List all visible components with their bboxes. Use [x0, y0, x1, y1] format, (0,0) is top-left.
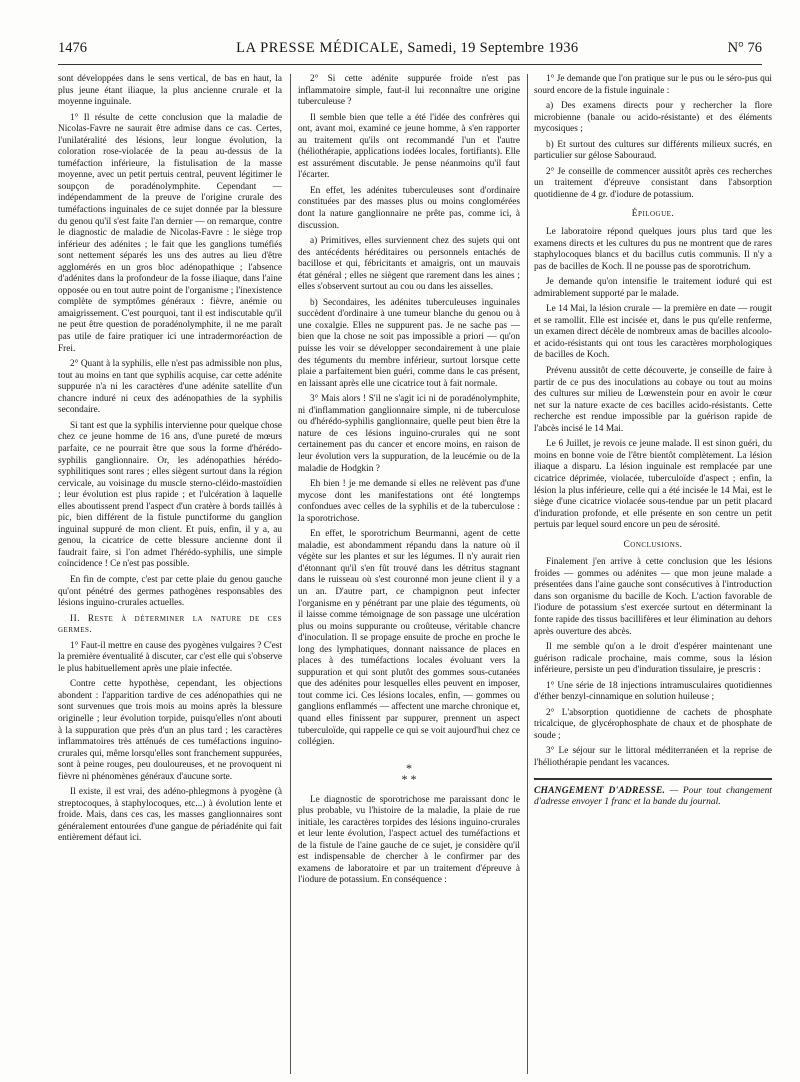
paragraph: Le 6 Juillet, je revois ce jeune malade. Il est sinon guéri, du moins en bonne voie de l'être bientôt complètement. La lésion iliaque a disparu. La lésion inguinale est remplacée par une cicatrice déprimée, violacée, tuberculoïde d'aspect ; enfin, la lésion la plus inférieure, celle qui a été incisée le 14 Mai, est le siège d'une cicatrice violacée sous-tendue par un petit placard d'induration profonde, et elle présente en son centre un petit pertuis par lequel sourd encore un peu de sérosité.	[534, 439, 772, 531]
asterism-separator: * * *	[401, 760, 417, 786]
paragraph: Finalement j'en arrive à cette conclusion que les lésions froides — gommes ou adénites — que mon jeune malade a présentées dans l'aine gauche sont consécutives à l'introduction dans son organisme du bacille de Koch. L'action favorable de l'iodure de potassium s'est exercée surtout en déterminant la fonte rapide des tissus bacillifères et leur élimination au dehors après ouverture des abcès.	[534, 557, 772, 637]
journal-name: LA PRESSE MÉDICALE,	[236, 40, 404, 56]
paragraph: Il existe, il est vrai, des adéno-phlegmons à pyogène (à streptocoques, à staphylocoques, etc...) à évolution lente et froide. Mais, dans ces cas, les masses ganglionnaires sont généralement entourées d'une gangue de périadénite qui fait entièrement défaut ici.	[58, 787, 282, 844]
paragraph: 1° Je demande que l'on pratique sur le pus ou le séro-pus qui sourd encore de la fistule inguinale :	[534, 74, 772, 96]
paragraph: 1° Il résulte de cette conclusion que la maladie de Nicolas-Favre ne saurait être admise dans ce cas. Certes, l'unilatéralité des lésions, leur longue évolution, la coloration rose-violacée de la peau au-dessus de la tuméfaction inférieure, la fistulisation de la masse moyenne, avec un petit pertuis central, peuvent légitimer le soupçon de poradénolymphite. Cependant — indépendamment de la preuve de l'origine crurale des tuméfactions inguinales de ce sujet donnée par la blessure du genou qu'il s'est faite l'an dernier — on remarque, contre le diagnostic de maladie de Nicolas-Favre : le siège trop inférieur des adénites ; le fait que les ganglions tuméfiés sont nettement séparés les uns des autres au lieu d'être agglomérés en un gros bloc adénopathique ; l'absence d'adénites dans la profondeur de la fosse iliaque, dans l'aine opposée ou en tout autre point de l'organisme ; l'inexistence complète de symptômes généraux : fièvre, anémie ou amaigrissement. C'est pourquoi, tant il est indiscutable qu'il ne peut être question de poradénolymphite, il ne me paraît pas utile de faire pratiquer ici une intradermoréaction de Frei.	[58, 112, 282, 354]
paragraph: Prévenu aussitôt de cette découverte, je conseille de faire à partir de ce pus des inoculations au cobaye ou tout au moins des cultures sur milieu de Lœwenstein pour en avoir le cœur net sur la nature exacte de ces bacilles acido-résistants. Cette recherche est rendue impossible par la guérison rapide de l'abcès incisé le 14 Mai.	[534, 366, 772, 434]
journal-title-line	[236, 40, 578, 57]
column-3	[534, 74, 772, 1074]
header-rule	[58, 64, 762, 65]
page-header	[58, 40, 762, 62]
notice-rule	[534, 778, 772, 780]
issue-number: N° 76	[727, 40, 762, 56]
paragraph: Le laboratoire répond quelques jours plus tard que les examens directs et les cultures du pus ne montrent que de rares staphylocoques blancs et du bacillus cutis communis. Il n'y a pas de bacilles de Koch. Il ne pousse pas de sporotrichum.	[534, 227, 772, 272]
section-heading: II. Reste à déterminer la nature de ces germes.	[58, 613, 282, 636]
paragraph: 2° Quant à la syphilis, elle n'est pas admissible non plus, tout au moins en tant que syphilis acquise, car cette adénite suppurée n'a ni les caractères d'une adénite satellite d'un chancre induré ni ceux des adénopathies de la syphilis secondaire.	[58, 359, 282, 416]
paragraph: Il me semble qu'on a le droit d'espérer maintenant une guérison radicale prochaine, mais comme, sous la lésion inférieure, persiste un peu d'induration tissulaire, je prescris :	[534, 642, 772, 676]
paragraph: Il semble bien que telle a été l'idée des confrères qui ont, avant moi, examiné ce jeune homme, à s'en rapporter au traitement qu'ils ont recommandé l'un et l'autre (héliothérapie, applications iodées locales, fortifiants). Elle est assurément discutable. Je pense néanmoins qu'il faut l'écarter.	[298, 112, 520, 181]
paragraph: 2° Si cette adénite suppurée froide n'est pas inflammatoire simple, faut-il lui reconnaître une origine tuberculeuse ?	[298, 74, 520, 108]
notice-text: — Pour tout changement d'adresse envoyer 1 franc et la bande du journal.	[534, 785, 772, 808]
paragraph: sont développées dans le sens vertical, de bas en haut, la plus jeune étant iliaque, la plus ancienne crurale et la moyenne inguinale.	[58, 74, 282, 108]
paragraph: En fin de compte, c'est par cette plaie du genou gauche qu'ont pénétré des germes pathogènes responsables des lésions inguino-crurales actuelles.	[58, 574, 282, 609]
paragraph: 3° Le séjour sur le littoral méditerranéen et la reprise de l'héliothérapie pendant les vacances.	[534, 746, 772, 768]
paragraph: Je demande qu'on intensifie le traitement ioduré qui est admirablement supporté par le malade.	[534, 277, 772, 299]
page-number: 1476	[58, 40, 87, 56]
notice-title: CHANGEMENT D'ADRESSE.	[534, 785, 666, 796]
conclusions-heading: Conclusions.	[623, 539, 683, 550]
column-2	[298, 74, 520, 1074]
paragraph: 1° Faut-il mettre en cause des pyogènes vulgaires ? C'est la première éventualité à discuter, car c'est elle qui s'observe le plus habituellement après une plaie infectée.	[58, 640, 282, 674]
paragraph: a) Des examens directs pour y rechercher la flore microbienne (banale ou acido-résistante) et des éléments mycosiques ;	[534, 101, 772, 135]
paragraph: En effet, les adénites tuberculeuses sont d'ordinaire constituées par des masses plus ou moins conglomérées dont la nature ganglionnaire ne prête pas, comme ici, à discussion.	[298, 185, 520, 231]
column-divider	[527, 74, 528, 1074]
paragraph: Le 14 Mai, la lésion crurale — la première en date — rougit et se ramollit. Elle est incisée et, dans le pus qu'elle renferme, un examen direct décèle de nombreux amas de bacilles alcoolo- et acido-résistants qui ont tous les caractères morphologiques de bacilles de Koch.	[534, 304, 772, 361]
paragraph: Si tant est que la syphilis intervienne pour quelque chose chez ce jeune homme de 16 ans, d'une pureté de mœurs parfaite, ce ne pourrait être que sous la forme d'hérédo-syphilis ganglionnaire. Or, les adénopathies hérédo-syphilitiques sont rares ; elles siègent surtout dans la région cervicale, au voisinage du muscle sterno-cléido-mastoïdien ; leur évolution est plus rapide ; et l'ulcération à laquelle elles aboutissent prend l'aspect d'un cratère à bords taillés à pic, bien différent de la fistule punctiforme du ganglion inguinal suppuré de mon client. Et puis, enfin, il y a, au genou, la cicatrice de cette blessure ancienne dont il faudrait faire, si l'on admet l'hérédo-syphilis, une simple coïncidence ! Ce n'est pas possible.	[58, 420, 282, 570]
column-1	[58, 74, 282, 1074]
paragraph: 2° Je conseille de commencer aussitôt après ces recherches un traitement d'épreuve consistant dans l'absorption quotidienne de 4 gr. d'iodure de potassium.	[534, 166, 772, 200]
epilogue-heading: Épilogue.	[631, 209, 675, 220]
article-columns	[58, 74, 770, 1074]
column-divider	[290, 74, 291, 1074]
paragraph: Eh bien ! je me demande si elles ne relèvent pas d'une mycose dont les manifestations ont été longtemps confondues avec celles de la syphilis et de la tuberculose : la sporotrichose.	[298, 479, 520, 524]
paragraph: Le diagnostic de sporotrichose me paraissant donc le plus probable, vu l'histoire de la maladie, la plaie de rue initiale, les caractères torpides des lésions inguino-crurales et leur lente évolution, l'aspect actuel des tuméfactions et de la fistule de l'aine gauche de ce sujet, je considère qu'il est indispensable de chercher à le confirmer par des examens de laboratoire et par un traitement d'épreuve à l'iodure de potassium. En conséquence :	[298, 794, 520, 886]
paragraph: Contre cette hypothèse, cependant, les objections abondent : l'apparition tardive de ces adénopathies qui ne sont survenues que trois mois au moins après la blessure originelle ; leur évolution torpide, puisqu'elles n'ont abouti à la suppuration que près d'un an plus tard ; les caractères inflammatoires très atténués de ces tuméfactions inguino-crurales qui, même lorsqu'elles sont franchement suppurées, sont à peine rouges, peu douloureuses, et ne provoquent ni fièvre ni phénomènes généraux d'aucune sorte.	[58, 679, 282, 782]
paragraph: a) Primitives, elles surviennent chez des sujets qui ont des antécédents héréditaires ou personnels entachés de bacillose et qui, fébricitants et amaigris, ont un mauvais état général ; elles ne siègent que rarement dans les aines ; elles s'observent surtout au cou ou dans les aisselles.	[298, 236, 520, 293]
paragraph: b) Secondaires, les adénites tuberculeuses inguinales succèdent d'ordinaire à une tumeur blanche du genou ou à une coxalgie. Elles ne suppurent pas. Je ne sache pas — bien que la chose ne soit pas impossible a priori — qu'on puisse les voir se développer secondairement à une plaie des téguments du membre inférieur, surtout lorsque cette plaie a parfaitement bien guéri, comme dans le cas présent, en laissant après elle une cicatrice tout à fait normale.	[298, 297, 520, 389]
paragraph: 2° L'absorption quotidienne de cachets de phosphate tricalcique, de glycérophosphate de chaux et de phosphate de soude ;	[534, 707, 772, 741]
paragraph: 3° Mais alors ! S'il ne s'agit ici ni de poradénolymphite, ni d'inflammation ganglionnaire simple, ni de tuberculose ou d'hérédo-syphilis ganglionnaire, quelle peut bien être la nature de ces lésions inguino-crurales qui ne sont certainement pas du cancer et encore moins, en raison de leur évolution vers la suppuration, de la leucémie ou de la maladie de Hodgkin ?	[298, 394, 520, 474]
paragraph: b) Et surtout des cultures sur différents milieux sucrés, en particulier sur gélose Sabouraud.	[534, 139, 772, 162]
change-of-address-notice	[534, 786, 772, 809]
paragraph: 1° Une série de 18 injections intramusculaires quotidiennes d'éther benzyl-cinnamique en solution huileuse ;	[534, 680, 772, 703]
issue-date: Samedi, 19 Septembre 1936	[407, 40, 579, 56]
paragraph: En effet, le sporotrichum Beurmanni, agent de cette maladie, est abondamment répandu dans la nature où il végète sur les plantes et sur les légumes. Il n'y aurait rien d'étonnant qu'il s'en fût trouvé dans les détritus stagnant dans le ruisseau où s'est couronné mon jeune client il y a un an. D'autre part, ce champignon peut infecter l'organisme en y pénétrant par une plaie des téguments, où il laisse comme témoignage de son passage une ulcération plus ou moins suppurante ou croûteuse, véritable chancre d'inoculation. Il se propage ensuite de proche en proche le long des lymphatiques, donnant naissance de places en places à des tuméfactions locales évoluant vers la suppuration et qui sont plutôt des gommes sous-cutanées que des adénites pour lesquelles elles peuvent en imposer, tout comme ici. Ces lésions locales, enfin, — gommes ou ganglions enflammés — affectent une marche chronique et, quand elles finissent par suppurer, prennent un aspect tuberculoïde, qui rappelle ce qui se voit aujourd'hui chez ce collégien.	[298, 529, 520, 748]
